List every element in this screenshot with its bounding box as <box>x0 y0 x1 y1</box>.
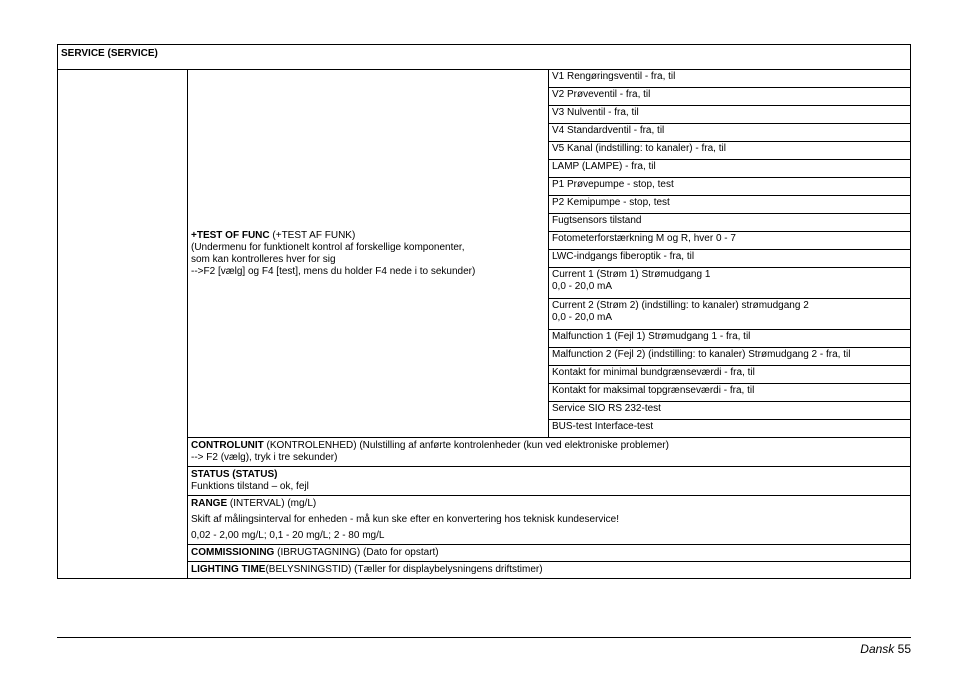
component-cell <box>549 268 911 299</box>
status-cell <box>188 467 911 496</box>
component-cell <box>549 384 911 402</box>
test-of-func-title: +TEST OF FUNC <box>191 229 270 241</box>
component-cell <box>549 88 911 106</box>
service-left-column <box>58 70 188 579</box>
component-label: Fotometerforstærkning M og R, hver 0 - 7 <box>552 233 736 244</box>
footer-divider <box>57 637 911 638</box>
page-footer <box>860 642 911 656</box>
component-cell <box>549 402 911 420</box>
component-cell <box>549 330 911 348</box>
table-header-row <box>58 45 911 70</box>
lighting-time-subtitle: (BELYSNINGSTID) (Tæller for displaybelysningens driftstimer) <box>265 564 543 575</box>
component-cell <box>549 250 911 268</box>
controlunit-title: CONTROLUNIT <box>191 440 264 451</box>
test-of-func-subtitle: (+TEST AF FUNK) <box>269 229 356 241</box>
component-cell <box>549 214 911 232</box>
component-label: BUS-test Interface-test <box>552 421 654 432</box>
component-cell <box>549 420 911 438</box>
lighting-time-title: LIGHTING TIME <box>191 564 266 575</box>
component-cell <box>549 106 911 124</box>
component-range: 0,0 - 20,0 mA <box>552 312 613 323</box>
component-label: V3 Nulventil - fra, til <box>552 107 639 118</box>
component-cell <box>549 70 911 88</box>
table-header-title: SERVICE (SERVICE) <box>61 48 158 59</box>
status-line: Funktions tilstand – ok, fejl <box>191 481 309 492</box>
commissioning-subtitle: (IBRUGTAGNING) (Dato for opstart) <box>274 547 439 558</box>
component-label: Malfunction 2 (Fejl 2) (indstilling: to kanaler) Strømudgang 2 - fra, til <box>552 349 851 360</box>
component-cell <box>549 142 911 160</box>
controlunit-line: --> F2 (vælg), tryk i tre sekunder) <box>191 452 338 463</box>
component-label: P1 Prøvepumpe - stop, test <box>552 179 674 190</box>
component-cell <box>549 160 911 178</box>
component-label: V2 Prøveventil - fra, til <box>552 89 651 100</box>
component-label: Fugtsensors tilstand <box>552 215 642 226</box>
component-label: Service SIO RS 232-test <box>552 403 661 414</box>
table-row <box>58 70 911 88</box>
component-label: Kontakt for maksimal topgrænseværdi - fra, til <box>552 385 755 396</box>
commissioning-cell <box>188 545 911 562</box>
component-cell <box>549 124 911 142</box>
range-line: 0,02 - 2,00 mg/L; 0,1 - 20 mg/L; 2 - 80 mg/L <box>191 530 385 541</box>
component-label: LAMP (LAMPE) - fra, til <box>552 161 656 172</box>
test-of-func-line: -->F2 [vælg] og F4 [test], mens du holder F4 nede i to sekunder) <box>191 265 476 277</box>
range-line: Skift af målingsinterval for enheden - må kun ske efter en konvertering hos teknisk kundeservice! <box>191 514 619 525</box>
component-label: Malfunction 1 (Fejl 1) Strømudgang 1 - fra, til <box>552 331 751 342</box>
status-title: STATUS (STATUS) <box>191 469 278 480</box>
component-label: LWC-indgangs fiberoptik - fra, til <box>552 251 695 262</box>
component-cell <box>549 232 911 250</box>
component-label: V4 Standardventil - fra, til <box>552 125 665 136</box>
component-label: Current 1 (Strøm 1) Strømudgang 1 <box>552 269 711 280</box>
component-cell <box>549 348 911 366</box>
component-label: P2 Kemipumpe - stop, test <box>552 197 670 208</box>
range-title: RANGE <box>191 498 228 509</box>
component-label: Current 2 (Strøm 2) (indstilling: to kanaler) strømudgang 2 <box>552 300 809 311</box>
lighting-time-cell <box>188 562 911 579</box>
test-of-func-description <box>188 70 549 438</box>
component-label: V5 Kanal (indstilling: to kanaler) - fra, til <box>552 143 726 154</box>
controlunit-subtitle: (KONTROLENHED) (Nulstilling af anførte kontrolenheder (kun ved elektroniske problemer) <box>263 440 669 451</box>
range-cell <box>188 496 911 545</box>
component-cell <box>549 196 911 214</box>
test-of-func-line: (Undermenu for funktionelt kontrol af forskellige komponenter, <box>191 241 465 253</box>
commissioning-title: COMMISSIONING <box>191 547 275 558</box>
footer-page-number: 55 <box>897 642 911 656</box>
component-cell <box>549 299 911 330</box>
test-of-func-line: som kan kontrolleres hver for sig <box>191 253 336 265</box>
footer-language: Dansk <box>860 642 895 656</box>
range-subtitle: (INTERVAL) (mg/L) <box>227 498 317 509</box>
component-cell <box>549 178 911 196</box>
component-label: V1 Rengøringsventil - fra, til <box>552 71 676 82</box>
service-menu-table <box>57 44 911 579</box>
component-cell <box>549 366 911 384</box>
component-range: 0,0 - 20,0 mA <box>552 281 613 292</box>
component-label: Kontakt for minimal bundgrænseværdi - fra, til <box>552 367 755 378</box>
controlunit-cell <box>188 438 911 467</box>
table-header-cell <box>58 45 911 70</box>
